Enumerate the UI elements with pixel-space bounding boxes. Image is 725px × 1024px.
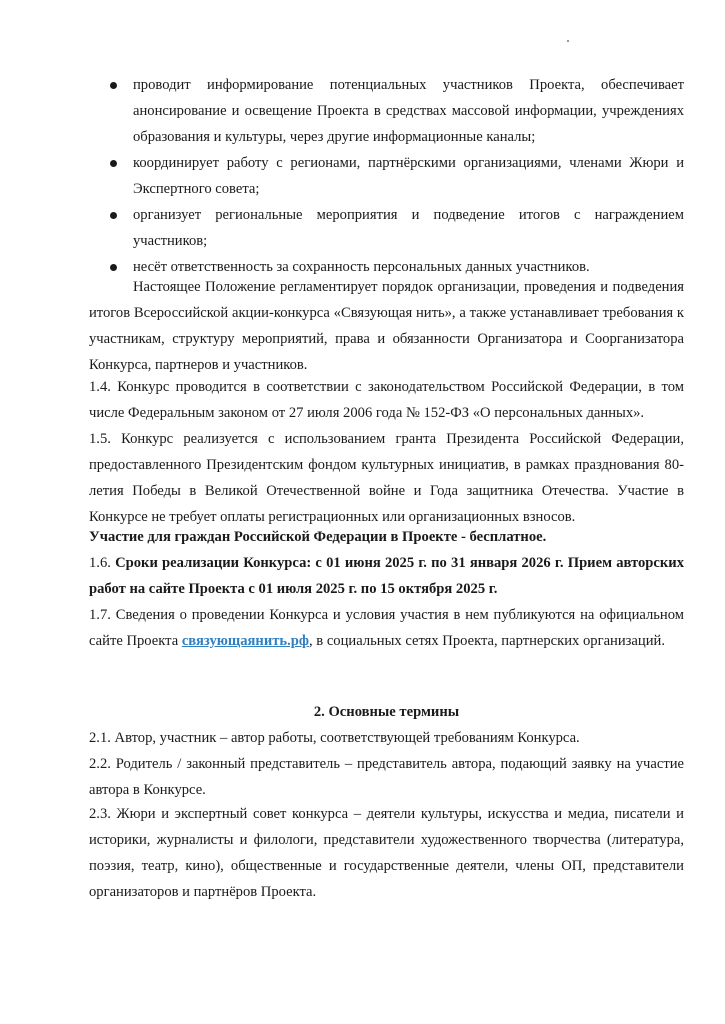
- paragraph-1-5: 1.5. Конкурс реализуется с использованием гранта Президента Российской Федерации, предоставленного Президентским фондом культурных инициатив, в рамках празднования 80-летия Победы в Великой Отечественной войне и Года защитника Отечества. Участие в Конкурсе не требует оплаты регистрационных или организационных взносов.: [89, 431, 684, 525]
- list-item: [0, 202, 725, 254]
- paragraph-1-6: [89, 550, 684, 602]
- list-item-text: организует региональные мероприятия и подведение итогов с награждением участников;: [133, 207, 684, 249]
- paragraph-2-1: 2.1. Автор, участник – автор работы, соответствующей требованиям Конкурса.: [89, 730, 580, 746]
- list-item: [0, 72, 725, 150]
- bullet-icon: [110, 82, 117, 89]
- bullet-icon: [110, 212, 117, 219]
- paragraph-1-4: 1.4. Конкурс проводится в соответствии с законодательством Российской Федерации, в том числе Федеральным законом от 27 июля 2006 года № 152-ФЗ «О персональных данных».: [89, 379, 684, 421]
- section-2-heading: 2. Основные термины: [313, 704, 460, 720]
- intro-paragraph: Настоящее Положение регламентирует порядок организации, проведения и подведения итогов Всероссийской акции-конкурса «Связующая нить», а также устанавливает требования к участникам, структуру мероприятий, права и обязанности Организатора и Соорганизатора Конкурса, партнеров и участников.: [89, 279, 684, 373]
- paragraph-1-7-end: , в социальных сетях Проекта, партнерских организаций.: [308, 633, 665, 649]
- list-item-text: координирует работу с регионами, партнёрскими организациями, членами Жюри и Экспертного совета;: [133, 155, 684, 197]
- paragraph-1-7-start: 1.7. Сведения о проведении Конкурса и условия участия в нем публикуются на официальном сайте Проекта: [89, 607, 684, 649]
- paragraph-1-7: [89, 602, 684, 654]
- organizer-duties-list: [0, 72, 725, 280]
- free-participation-note: Участие для граждан Российской Федерации в Проекте - бесплатное.: [89, 529, 547, 545]
- list-item-text: несёт ответственность за сохранность персональных данных участников.: [133, 259, 590, 275]
- paragraph-2-2: 2.2. Родитель / законный представитель – представитель автора, подающий заявку на участие автора в Конкурсе.: [89, 756, 684, 798]
- list-item-text: проводит информирование потенциальных участников Проекта, обеспечивает анонсирование и освещение Проекта в средствах массовой информации, учреждениях образования и культуры, через другие информационные каналы;: [133, 77, 684, 145]
- paragraph-1-6-number: 1.6.: [89, 555, 111, 571]
- list-item: [0, 150, 725, 202]
- bullet-icon: [110, 160, 117, 167]
- scan-speck: [567, 40, 569, 42]
- paragraph-2-3: 2.3. Жюри и экспертный совет конкурса – деятели культуры, искусства и медиа, писатели и историки, журналисты и филологи, представители художественного творчества (литература, поэзия, театр, кино), общественные и государственные деятели, члены ОП, представители организаторов и партнёров Проекта.: [89, 806, 684, 900]
- paragraph-1-6-dates: Сроки реализации Конкурса: с 01 июня 2025 г. по 31 января 2026 г. Прием авторских работ на сайте Проекта с 01 июля 2025 г. по 15 октября 2025 г.: [89, 555, 684, 597]
- bullet-icon: [110, 264, 117, 271]
- project-site-link[interactable]: связующаянить.рф: [181, 633, 309, 649]
